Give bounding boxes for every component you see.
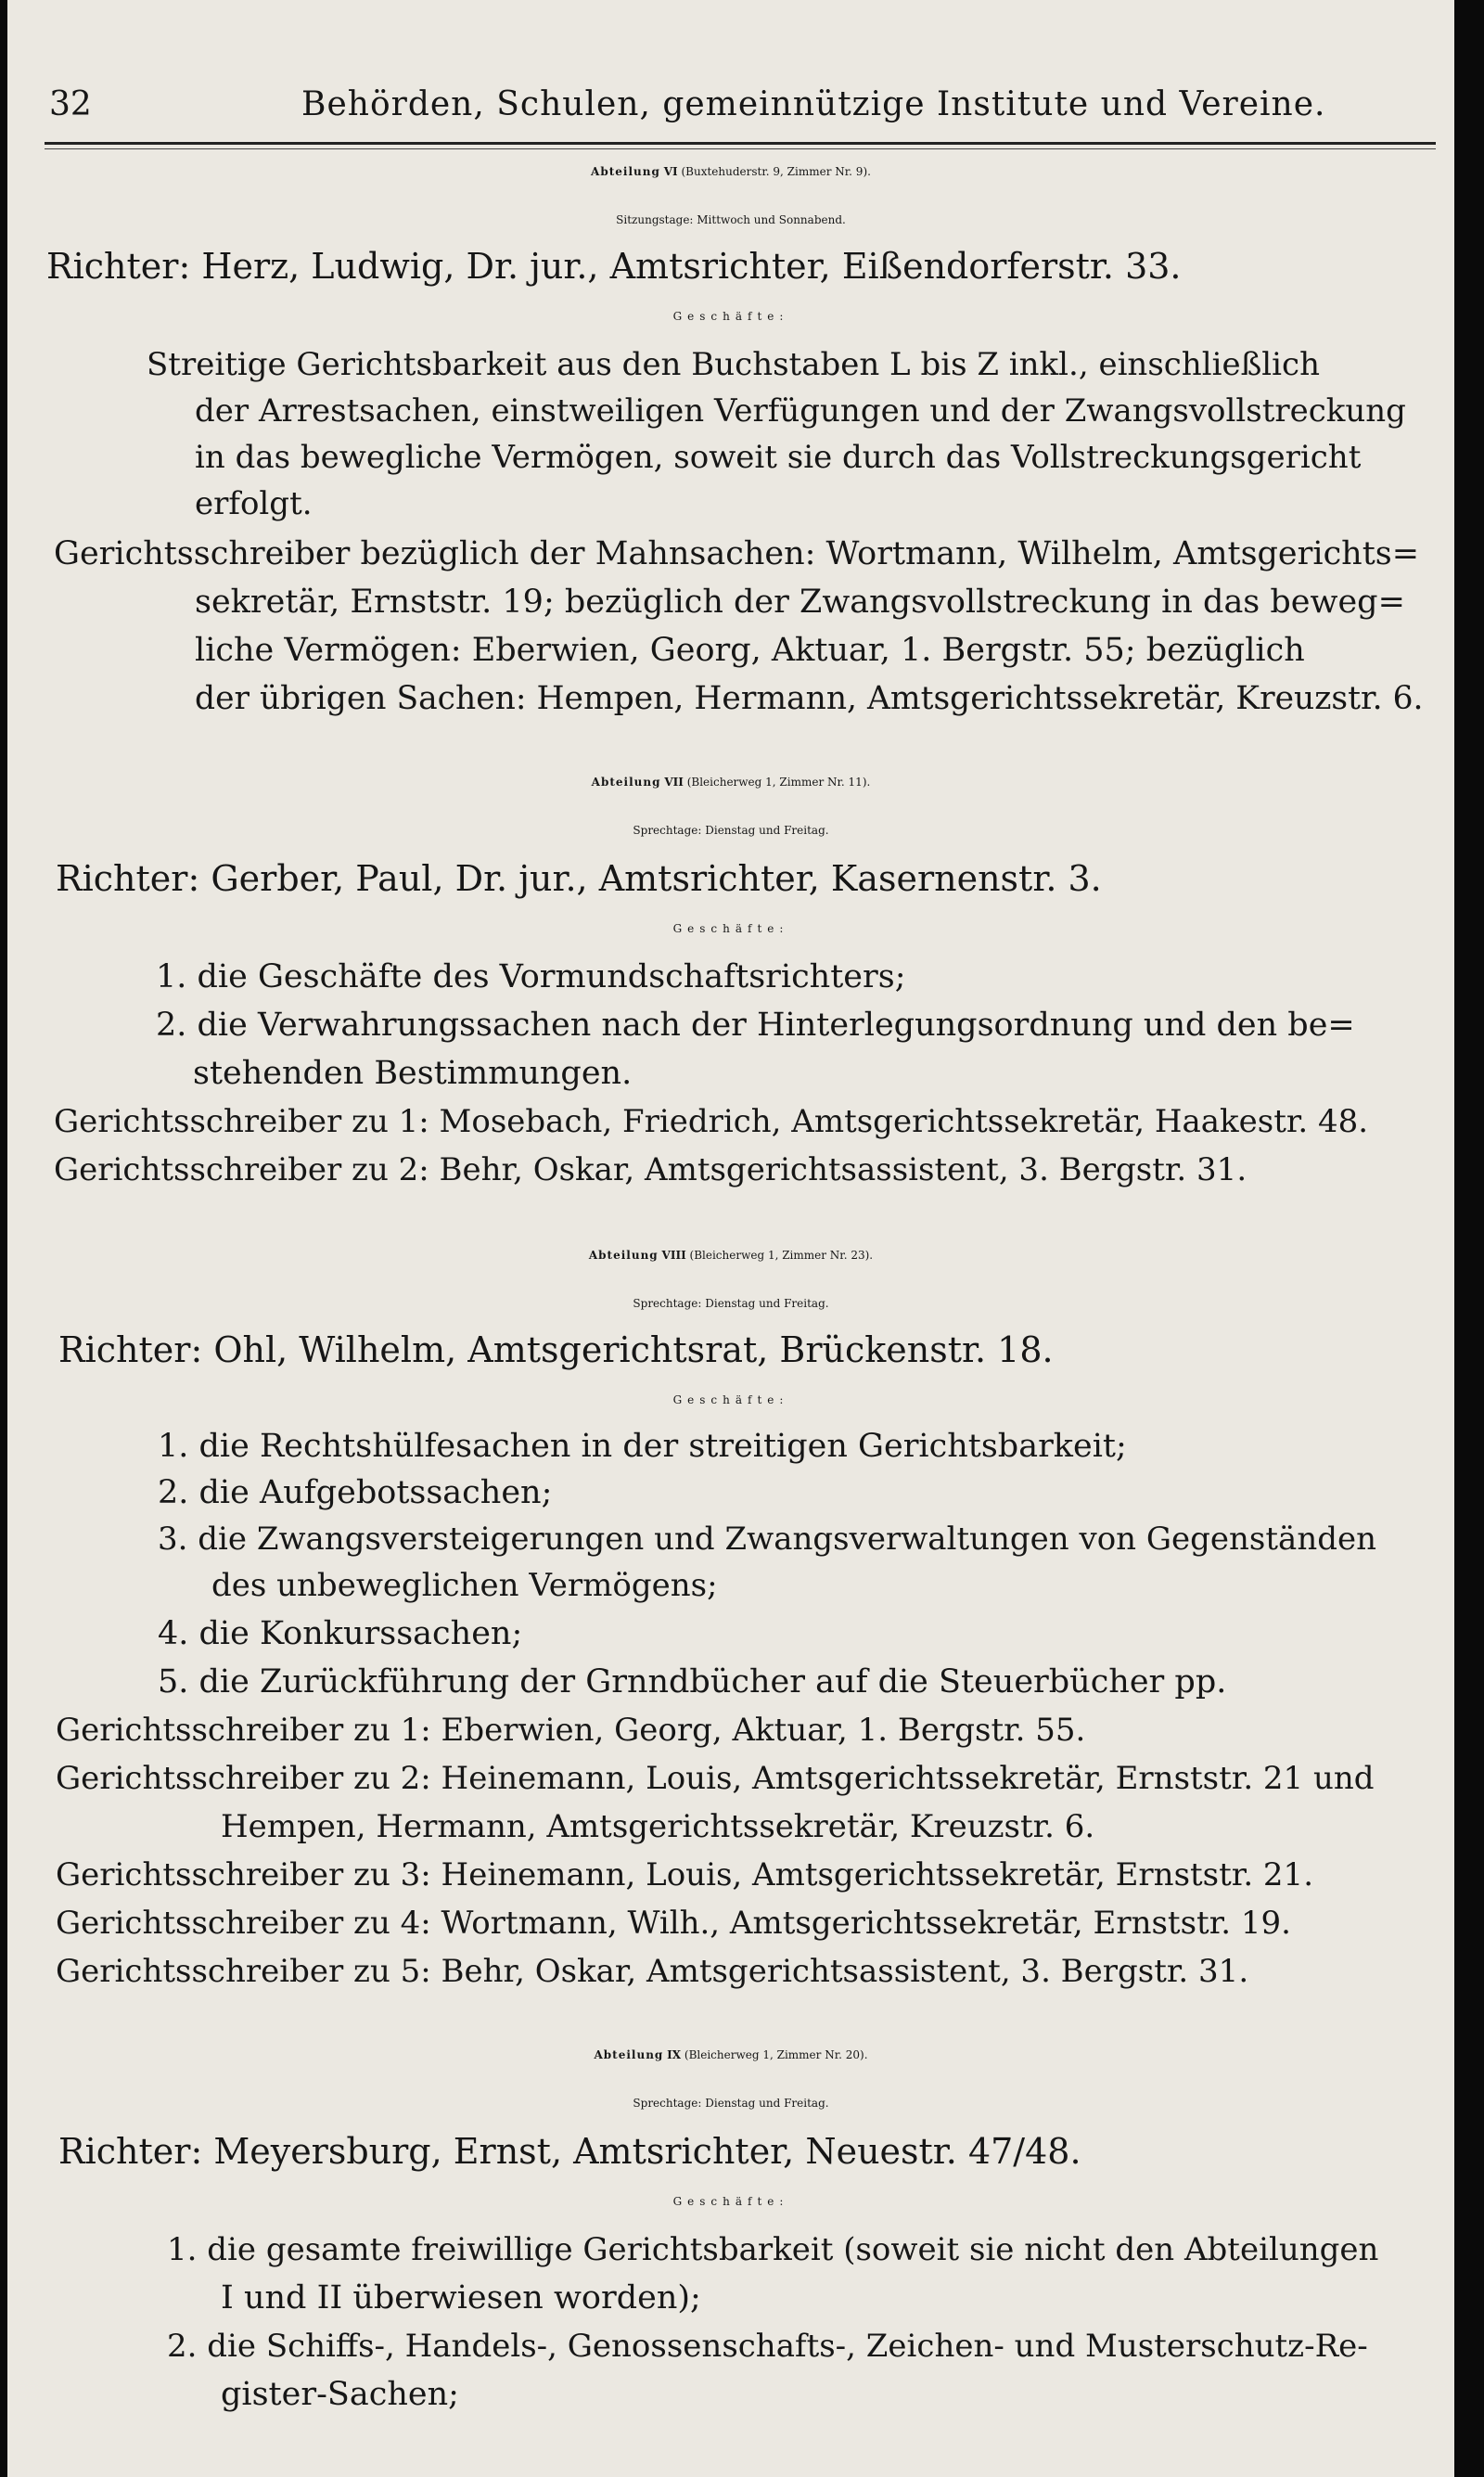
section-location: (Bleicherweg 1, Zimmer Nr. 11). xyxy=(686,776,871,789)
section-heading-numeral: VII xyxy=(664,776,684,789)
duty-line: gister-Sachen; xyxy=(221,2376,459,2413)
section-location: (Bleicherweg 1, Zimmer Nr. 23). xyxy=(689,1249,874,1262)
clerk-line: liche Vermögen: Eberwien, Georg, Aktuar, 1. Bergstr. 55; bezüglich xyxy=(195,632,1305,669)
clerk-line: Gerichtsschreiber zu 5: Behr, Oskar, Amtsgerichtsassistent, 3. Bergstr. 31. xyxy=(56,1953,1249,1990)
section-heading xyxy=(7,1232,1454,1278)
duties-heading: Geschäfte: xyxy=(672,310,789,323)
duty-line: erfolgt. xyxy=(195,485,313,522)
section-heading xyxy=(7,759,1454,805)
duty-line: stehenden Bestimmungen. xyxy=(193,1055,633,1092)
duty-line: in das bewegliche Vermögen, soweit sie durch das Vollstreckungsgericht xyxy=(195,439,1362,476)
duty-line: 5. die Zurückführung der Grnndbücher auf die Steuerbücher pp. xyxy=(158,1663,1227,1701)
running-head-title: Behörden, Schulen, gemeinnützige Institute und Vereine. xyxy=(301,85,1326,123)
section-heading xyxy=(7,2032,1454,2078)
section-days: Sitzungstage: Mittwoch und Sonnabend. xyxy=(616,213,846,226)
clerk-line: Gerichtsschreiber zu 3: Heinemann, Louis, Amtsgerichtssekretär, Ernststr. 21. xyxy=(56,1856,1313,1893)
header-rule xyxy=(45,142,1436,145)
duty-line: 1. die Geschäfte des Vormundschaftsrichters; xyxy=(156,958,906,995)
clerk-line: Gerichtsschreiber bezüglich der Mahnsachen: Wortmann, Wilhelm, Amtsgerichts= xyxy=(54,535,1420,572)
section-heading-numeral: VIII xyxy=(661,1249,686,1262)
duty-line: I und II überwiesen worden); xyxy=(221,2279,701,2317)
section-judge: Richter: Gerber, Paul, Dr. jur., Amtsrichter, Kasernenstr. 3. xyxy=(56,858,1102,899)
section-days: Sprechtage: Dienstag und Freitag. xyxy=(633,824,829,837)
duty-line: 2. die Schiffs-, Handels-, Genossenschafts-, Zeichen- und Musterschutz-Re- xyxy=(167,2328,1368,2365)
duty-line: 1. die Rechtshülfesachen in der streitigen Gerichtsbarkeit; xyxy=(158,1428,1127,1465)
section-heading-numeral: VI xyxy=(663,165,678,178)
section-judge: Richter: Herz, Ludwig, Dr. jur., Amtsrichter, Eißendorferstr. 33. xyxy=(46,246,1182,287)
duty-line: 3. die Zwangsversteigerungen und Zwangsverwaltungen von Gegenständen xyxy=(158,1521,1376,1558)
duties-heading: Geschäfte: xyxy=(672,1393,789,1406)
clerk-line: Gerichtsschreiber zu 2: Heinemann, Louis, Amtsgerichtssekretär, Ernststr. 21 und xyxy=(56,1760,1375,1797)
clerk-line: sekretär, Ernststr. 19; bezüglich der Zwangsvollstreckung in das beweg= xyxy=(195,584,1405,621)
duty-line: der Arrestsachen, einstweiligen Verfügungen und der Zwangsvollstreckung xyxy=(195,392,1406,430)
duty-line: Streitige Gerichtsbarkeit aus den Buchstaben L bis Z inkl., einschließlich xyxy=(147,346,1320,383)
section-location: (Buxtehuderstr. 9, Zimmer Nr. 9). xyxy=(681,165,871,178)
section-heading-word: Abteilung xyxy=(591,776,661,789)
clerk-line: der übrigen Sachen: Hempen, Hermann, Amtsgerichtssekretär, Kreuzstr. 6. xyxy=(195,680,1424,717)
section-heading-word: Abteilung xyxy=(594,2048,664,2061)
duty-line: des unbeweglichen Vermögens; xyxy=(211,1567,718,1604)
duty-line: 4. die Konkurssachen; xyxy=(158,1615,523,1652)
section-heading-word: Abteilung xyxy=(588,1249,659,1262)
duty-line: 1. die gesamte freiwillige Gerichtsbarkeit (soweit sie nicht den Abteilungen xyxy=(167,2231,1379,2268)
duty-line: 2. die Aufgebotssachen; xyxy=(158,1474,553,1511)
section-heading-word: Abteilung xyxy=(591,165,660,178)
clerk-line: Hempen, Hermann, Amtsgerichtssekretär, Kreuzstr. 6. xyxy=(221,1808,1095,1845)
section-days: Sprechtage: Dienstag und Freitag. xyxy=(633,2097,829,2110)
section-location: (Bleicherweg 1, Zimmer Nr. 20). xyxy=(684,2048,868,2061)
page-number: 32 xyxy=(49,85,92,123)
section-heading xyxy=(7,148,1454,195)
book-page xyxy=(7,0,1454,2477)
duties-heading: Geschäfte: xyxy=(672,2195,789,2208)
section-heading-numeral: IX xyxy=(667,2048,682,2061)
clerk-line: Gerichtsschreiber zu 2: Behr, Oskar, Amtsgerichtsassistent, 3. Bergstr. 31. xyxy=(54,1151,1247,1188)
duties-heading: Geschäfte: xyxy=(672,922,789,935)
clerk-line: Gerichtsschreiber zu 1: Mosebach, Friedrich, Amtsgerichtssekretär, Haakestr. 48. xyxy=(54,1103,1369,1140)
section-days: Sprechtage: Dienstag und Freitag. xyxy=(633,1297,829,1310)
section-judge: Richter: Meyersburg, Ernst, Amtsrichter, Neuestr. 47/48. xyxy=(58,2131,1081,2172)
section-judge: Richter: Ohl, Wilhelm, Amtsgerichtsrat, Brückenstr. 18. xyxy=(58,1329,1054,1370)
clerk-line: Gerichtsschreiber zu 4: Wortmann, Wilh., Amtsgerichtssekretär, Ernststr. 19. xyxy=(56,1905,1291,1942)
duty-line: 2. die Verwahrungssachen nach der Hinterlegungsordnung und den be= xyxy=(156,1007,1355,1044)
clerk-line: Gerichtsschreiber zu 1: Eberwien, Georg, Aktuar, 1. Bergstr. 55. xyxy=(56,1712,1086,1749)
running-head xyxy=(49,85,1431,141)
